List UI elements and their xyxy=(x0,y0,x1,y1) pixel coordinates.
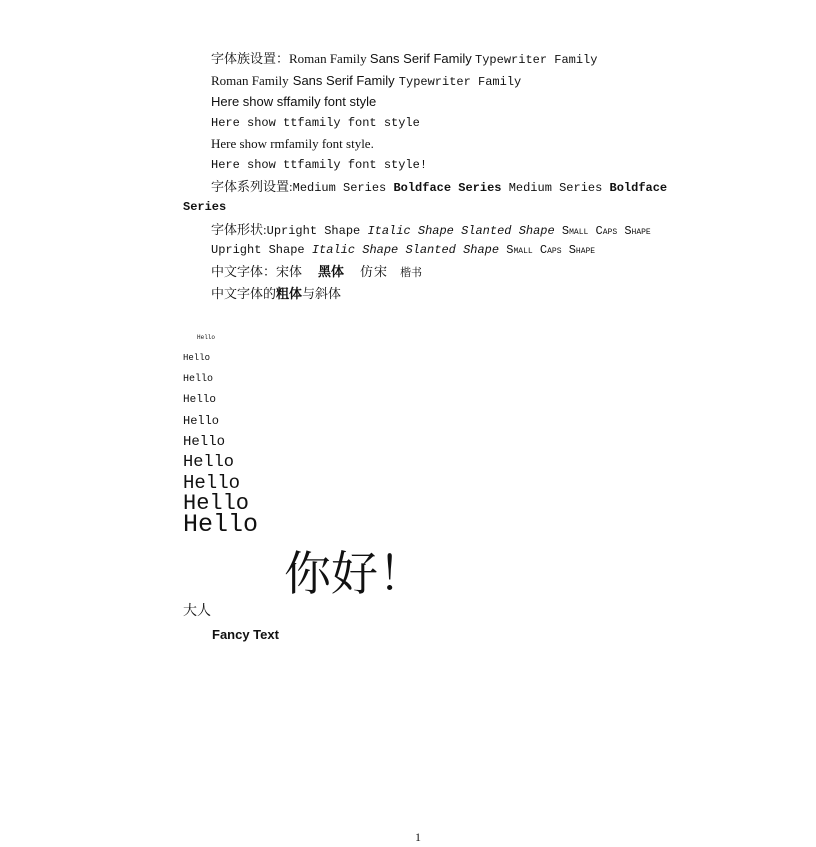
hello-scriptsize: Hello xyxy=(183,353,211,363)
medium-series-text: Medium Series xyxy=(292,181,387,195)
hello-LARGE: Hello xyxy=(183,472,241,494)
slanted-shape-text: Slanted Shape xyxy=(461,224,555,238)
font-series-line xyxy=(211,180,667,194)
ttfamily-line-2: Here show ttfamily font style! xyxy=(211,158,428,172)
hello-normalsize: Hello xyxy=(183,414,220,428)
plain-text: 与 xyxy=(302,286,316,301)
font-shape-line xyxy=(211,223,651,237)
kaishu-text: 楷书 xyxy=(400,266,423,279)
slanted-shape-text: Slanted Shape xyxy=(405,243,500,257)
typewriter-family-text: Typewriter Family xyxy=(398,75,522,89)
fangsong-text: 仿宋 xyxy=(360,265,389,280)
rmfamily-line: Here show rmfamily font style. xyxy=(211,136,374,151)
plain-text: 中文字体的 xyxy=(211,286,277,301)
bold-series-text: Boldface Series xyxy=(393,181,502,195)
line-label: 字体形状: xyxy=(211,222,267,237)
hello-small: Hello xyxy=(183,394,217,406)
font-family-demo-line xyxy=(211,52,597,66)
line-label: 中文字体： xyxy=(211,264,277,279)
bold-series-text: Boldface xyxy=(609,181,668,195)
upright-shape-text: Upright Shape xyxy=(211,243,305,257)
daren-text: 大人 xyxy=(183,604,211,619)
upright-shape-text: Upright Shape xyxy=(266,224,361,238)
hello-Huge: Hello xyxy=(183,510,259,539)
hello-tiny: Hello xyxy=(197,334,216,341)
hello-huge: Hello xyxy=(183,491,250,516)
small-caps-shape-text: Small Caps Shape xyxy=(506,243,596,257)
sans-family-text: Sans Serif Family xyxy=(292,73,395,88)
heiti-text: 黑体 xyxy=(318,265,345,280)
ttfamily-line: Here show ttfamily font style xyxy=(211,116,420,130)
songti-text: 宋体 xyxy=(276,264,303,279)
hello-large: Hello xyxy=(183,434,226,450)
small-caps-shape-text: Small Caps Shape xyxy=(561,224,651,238)
typewriter-family-text: Typewriter Family xyxy=(475,53,598,67)
medium-series-text: Medium Series xyxy=(508,181,603,195)
font-family-demo-line-2 xyxy=(211,74,521,88)
roman-family-text: Roman Family xyxy=(211,73,289,88)
chinese-bold-italic-line xyxy=(211,287,341,301)
hello-footnotesize: Hello xyxy=(183,374,214,385)
italic-shape-text: Italic Shape xyxy=(367,224,454,238)
fancy-text: Fancy Text xyxy=(212,627,279,642)
line-label: 字体族设置： xyxy=(211,51,290,66)
hello-Large: Hello xyxy=(183,453,235,472)
chinese-font-line xyxy=(211,265,422,279)
italic-shape-text: Italic Shape xyxy=(311,243,399,257)
nihao-large-text: 你好！ xyxy=(284,549,425,601)
roman-family-text: Roman Family xyxy=(289,51,367,66)
font-series-line-wrap: Series xyxy=(183,200,227,214)
font-shape-line-2 xyxy=(211,244,595,256)
bold-text: 粗体 xyxy=(276,287,303,302)
page-number: 1 xyxy=(415,830,421,844)
italic-text: 斜体 xyxy=(315,286,342,301)
sffamily-line: Here show sffamily font style xyxy=(211,94,377,109)
line-label: 字体系列设置: xyxy=(211,179,293,194)
sans-family-text: Sans Serif Family xyxy=(369,51,472,66)
